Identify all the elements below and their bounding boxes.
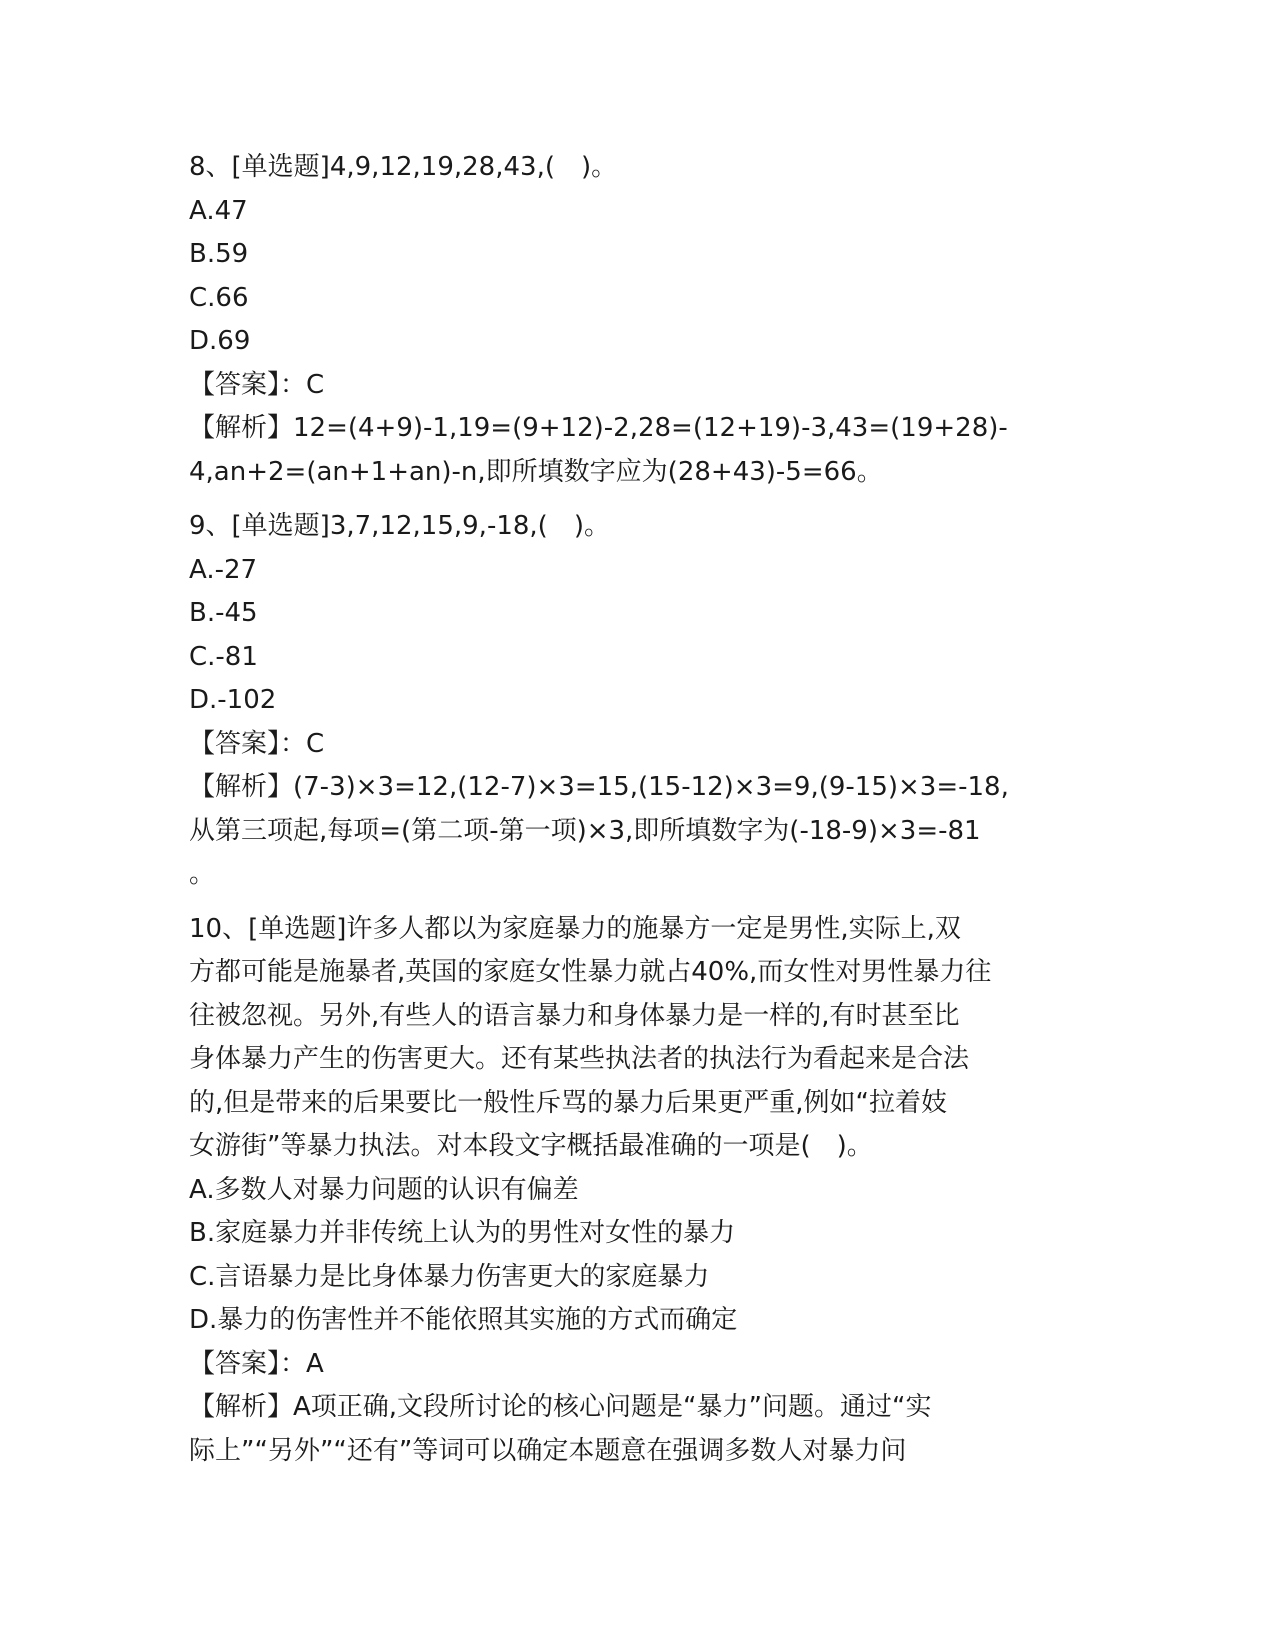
question-stem-line: 女游街”等暴力执法。对本段文字概括最准确的一项是( )。 [189,1131,873,1161]
option-c: C.-81 [189,641,258,672]
question-stem-line: 往被忽视。另外,有些人的语言暴力和身体暴力是一样的,有时甚至比 [189,1000,960,1031]
option-a: A.多数人对暴力问题的认识有偏差 [189,1174,579,1205]
option-c: C.言语暴力是比身体暴力伤害更大的家庭暴力 [189,1261,710,1292]
option-b: B.家庭暴力并非传统上认为的男性对女性的暴力 [189,1218,736,1248]
analysis-line: 。 [189,859,216,889]
option-a: A.-27 [189,554,258,585]
question-stem-line: 10、[单选题]许多人都以为家庭暴力的施暴方一定是男性,实际上,双 [189,913,961,944]
question-stem-line: 方都可能是施暴者,英国的家庭女性暴力就占40%,而女性对男性暴力往 [189,957,992,987]
analysis-line: 4,an+2=(an+1+an)-n,即所填数字应为(28+43)-5=66。 [189,456,883,487]
analysis-line: 【解析】12=(4+9)-1,19=(9+12)-2,28=(12+19)-3,43=(19+28)- [189,413,1008,443]
question-stem-line: 身体暴力产生的伤害更大。还有某些执法者的执法行为看起来是合法 [189,1044,970,1074]
analysis-line: 从第三项起,每项=(第二项-第一项)×3,即所填数字为(-18-9)×3=-81 [189,815,981,846]
option-b: B.-45 [189,598,258,628]
question-stem: 9、[单选题]3,7,12,15,9,-18,( )。 [189,511,610,541]
option-d: D.暴力的伤害性并不能依照其实施的方式而确定 [189,1305,738,1335]
analysis-line: 【解析】A项正确,文段所讨论的核心问题是“暴力”问题。通过“实 [189,1392,932,1422]
option-a: A.47 [189,195,248,226]
question-stem: 8、[单选题]4,9,12,19,28,43,( )。 [189,152,618,182]
answer: 【答案】：C [189,728,325,759]
document-page [189,146,1089,1473]
analysis-line: 际上”“另外”“还有”等词可以确定本题意在强调多数人对暴力问 [189,1435,907,1466]
option-d: D.69 [189,326,251,356]
answer: 【答案】：C [189,369,325,400]
question-9 [189,505,1089,897]
question-stem-line: 的,但是带来的后果要比一般性斥骂的暴力后果更严重,例如“拉着妓 [189,1087,947,1118]
answer: 【答案】：A [189,1348,324,1379]
question-10 [189,908,1089,1474]
option-b: B.59 [189,239,249,269]
analysis-line: 【解析】(7-3)×3=12,(12-7)×3=15,(15-12)×3=9,(9-15)×3=-18, [189,772,1009,802]
option-c: C.66 [189,282,249,313]
question-8 [189,146,1089,494]
option-d: D.-102 [189,685,277,715]
